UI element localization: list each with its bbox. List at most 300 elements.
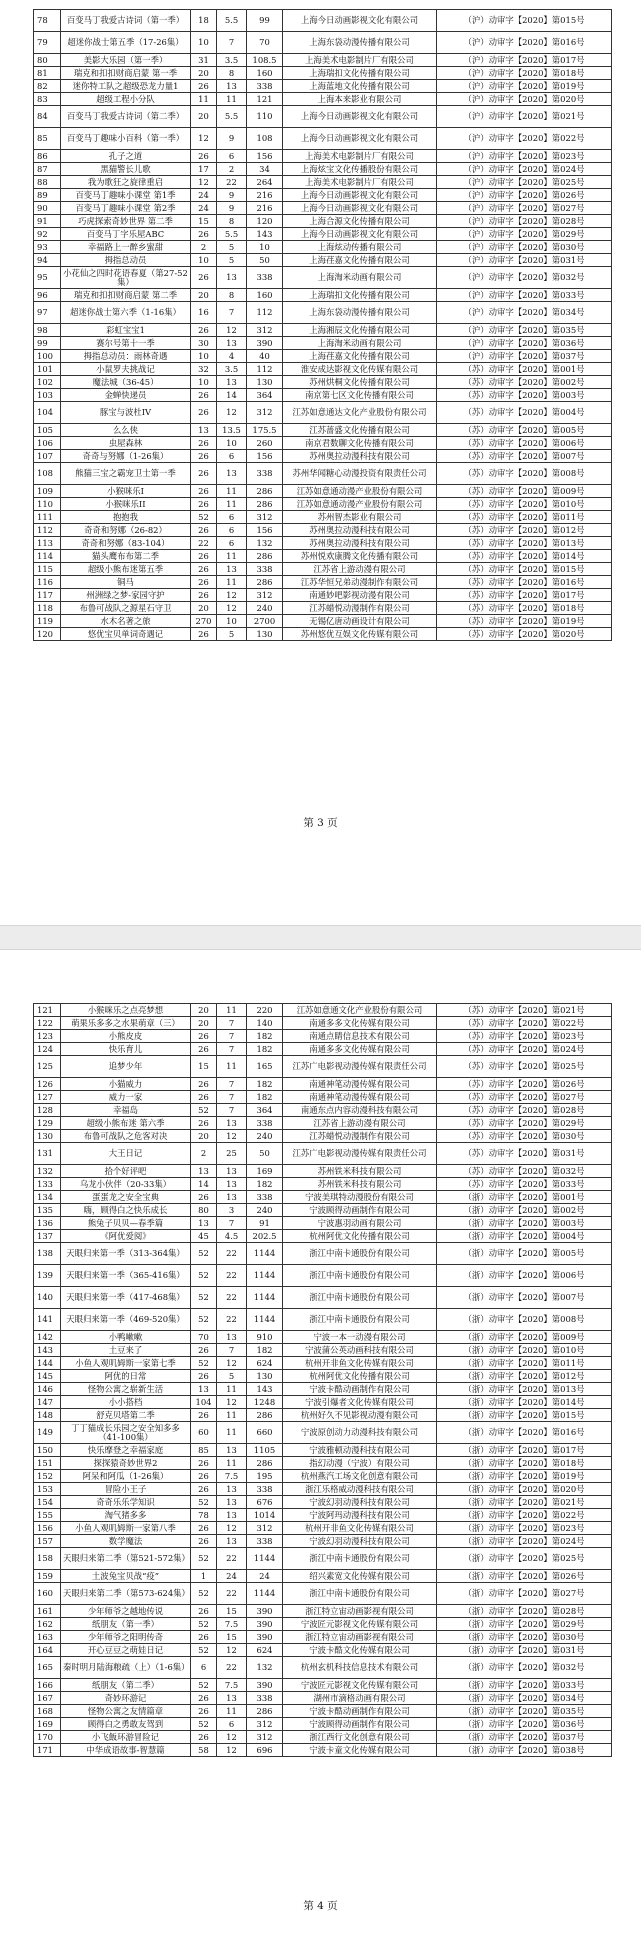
minutes-per-episode-cell: 7 [217,1030,247,1043]
title-cell: 超迷你战士第六季（1-16集） [61,302,191,324]
producer-cell: 无锡亿唐动画设计有限公司 [283,615,437,628]
total-minutes-cell: 182 [247,1078,283,1091]
total-minutes-cell: 195 [247,1470,283,1483]
title-cell: 嗨，顾得白之快乐成长 [61,1204,191,1217]
row-number: 171 [34,1744,61,1757]
approval-number-cell: （苏）动审字【2020】第015号 [437,563,612,576]
title-cell: 猫头鹰布布第二季 [61,550,191,563]
episodes-cell: 26 [191,550,217,563]
episodes-cell: 18 [191,10,217,32]
episodes-cell: 52 [191,1583,217,1605]
total-minutes-cell: 132 [247,1657,283,1679]
row-number: 148 [34,1409,61,1422]
title-cell: 少年师爷之越地传说 [61,1605,191,1618]
row-number: 80 [34,54,61,67]
row-number: 102 [34,376,61,389]
minutes-per-episode-cell: 7 [217,302,247,324]
row-number: 109 [34,485,61,498]
table-row [34,1496,612,1509]
minutes-per-episode-cell: 22 [217,1309,247,1331]
total-minutes-cell: 160 [247,67,283,80]
episodes-cell: 10 [191,32,217,54]
title-cell: 威力一家 [61,1091,191,1104]
title-cell: 《阿优爱阅》 [61,1230,191,1243]
minutes-per-episode-cell: 9 [217,128,247,150]
minutes-per-episode-cell: 13 [217,337,247,350]
minutes-per-episode-cell: 8 [217,215,247,228]
table-row [34,563,612,576]
episodes-cell: 26 [191,1191,217,1204]
total-minutes-cell: 182 [247,1091,283,1104]
minutes-per-episode-cell: 6 [217,1718,247,1731]
episodes-cell: 26 [191,1605,217,1618]
total-minutes-cell: 182 [247,1043,283,1056]
producer-cell: 上海今日动画影视文化有限公司 [283,10,437,32]
minutes-per-episode-cell: 12 [217,1357,247,1370]
minutes-per-episode-cell: 7 [217,32,247,54]
title-cell: 小鼠罗夫挑战记 [61,363,191,376]
page-separator [0,925,641,950]
table-row [34,1091,612,1104]
row-number: 152 [34,1470,61,1483]
approval-number-cell: （浙）动审字【2020】第035号 [437,1705,612,1718]
episodes-cell: 13 [191,1165,217,1178]
episodes-cell: 26 [191,450,217,463]
episodes-cell: 11 [191,93,217,106]
minutes-per-episode-cell: 22 [217,176,247,189]
table-row [34,302,612,324]
minutes-per-episode-cell: 7 [217,1078,247,1091]
table-row [34,93,612,106]
table-row [34,363,612,376]
row-number: 150 [34,1444,61,1457]
producer-cell: 苏州奥拉动漫科技有限公司 [283,524,437,537]
row-number: 89 [34,189,61,202]
producer-cell: 浙江中南卡通股份有限公司 [283,1287,437,1309]
approval-number-cell: （沪）动审字【2020】第035号 [437,324,612,337]
title-cell: 纸朋友（第一季） [61,1618,191,1631]
row-number: 117 [34,589,61,602]
producer-cell: 上海瑞扣文化传播有限公司 [283,289,437,302]
approval-number-cell: （浙）动审字【2020】第033号 [437,1679,612,1692]
minutes-per-episode-cell: 7 [217,1344,247,1357]
episodes-cell: 52 [191,1718,217,1731]
title-cell: 布鲁可战队之危客对决 [61,1130,191,1143]
table-row [34,1117,612,1130]
minutes-per-episode-cell: 24 [217,1570,247,1583]
producer-cell: 苏州智杰影业有限公司 [283,511,437,524]
producer-cell: 宁波蒲公英动画科技有限公司 [283,1344,437,1357]
minutes-per-episode-cell: 11 [217,1004,247,1017]
table-row [34,576,612,589]
total-minutes-cell: 338 [247,1483,283,1496]
producer-cell: 上海东袋动漫传播有限公司 [283,302,437,324]
row-number: 160 [34,1583,61,1605]
approval-number-cell: （沪）动审字【2020】第019号 [437,80,612,93]
row-number: 134 [34,1191,61,1204]
minutes-per-episode-cell: 11 [217,1409,247,1422]
minutes-per-episode-cell: 12 [217,589,247,602]
total-minutes-cell: 286 [247,498,283,511]
row-number: 84 [34,106,61,128]
minutes-per-episode-cell: 3.5 [217,54,247,67]
table-row [34,189,612,202]
minutes-per-episode-cell: 12 [217,602,247,615]
title-cell: 奇奇与努娜（1-26集） [61,450,191,463]
table-row [34,1230,612,1243]
minutes-per-episode-cell: 12 [217,1731,247,1744]
producer-cell: 宁波卡童文化传媒有限公司 [283,1744,437,1757]
row-number: 161 [34,1605,61,1618]
minutes-per-episode-cell: 5 [217,241,247,254]
producer-cell: 苏州悠优互娱文化传媒有限公司 [283,628,437,641]
episodes-cell: 60 [191,1422,217,1444]
producer-cell: 宁波匠元影视文化传媒有限公司 [283,1618,437,1631]
row-number: 122 [34,1017,61,1030]
minutes-per-episode-cell: 5 [217,1370,247,1383]
minutes-per-episode-cell: 13 [217,1191,247,1204]
minutes-per-episode-cell: 7 [217,1017,247,1030]
approval-number-cell: （苏）动审字【2020】第009号 [437,485,612,498]
total-minutes-cell: 624 [247,1644,283,1657]
episodes-cell: 13 [191,1217,217,1230]
table-row [34,389,612,402]
row-number: 141 [34,1309,61,1331]
minutes-per-episode-cell: 12 [217,1130,247,1143]
episodes-cell: 26 [191,1522,217,1535]
total-minutes-cell: 312 [247,589,283,602]
title-cell: 淘气猪多多 [61,1509,191,1522]
approval-number-cell: （沪）动审字【2020】第030号 [437,241,612,254]
minutes-per-episode-cell: 6 [217,450,247,463]
approval-number-cell: （苏）动审字【2020】第025号 [437,1056,612,1078]
producer-cell: 上海美术电影制片厂有限公司 [283,54,437,67]
approval-number-cell: （浙）动审字【2020】第030号 [437,1631,612,1644]
minutes-per-episode-cell: 5.5 [217,106,247,128]
row-number: 138 [34,1243,61,1265]
row-number: 105 [34,424,61,437]
row-number: 149 [34,1422,61,1444]
total-minutes-cell: 202.5 [247,1230,283,1243]
title-cell: 开心豆豆之萌娃日记 [61,1644,191,1657]
approval-number-cell: （苏）动审字【2020】第030号 [437,1130,612,1143]
approval-number-cell: （苏）动审字【2020】第024号 [437,1043,612,1056]
episodes-cell: 52 [191,1243,217,1265]
approval-number-cell: （浙）动审字【2020】第022号 [437,1509,612,1522]
total-minutes-cell: 1144 [247,1548,283,1570]
row-number: 123 [34,1030,61,1043]
minutes-per-episode-cell: 2 [217,163,247,176]
row-number: 166 [34,1679,61,1692]
total-minutes-cell: 1248 [247,1396,283,1409]
approval-number-cell: （苏）动审字【2020】第014号 [437,550,612,563]
approval-number-cell: （沪）动审字【2020】第031号 [437,254,612,267]
producer-cell: 江苏蜡悦动漫制作有限公司 [283,602,437,615]
minutes-per-episode-cell: 11 [217,1056,247,1078]
total-minutes-cell: 70 [247,32,283,54]
total-minutes-cell: 1144 [247,1309,283,1331]
row-number: 90 [34,202,61,215]
episodes-cell: 26 [191,1470,217,1483]
approval-number-cell: （沪）动审字【2020】第025号 [437,176,612,189]
total-minutes-cell: 216 [247,189,283,202]
minutes-per-episode-cell: 13 [217,1117,247,1130]
total-minutes-cell: 50 [247,1143,283,1165]
episodes-cell: 26 [191,402,217,424]
row-number: 111 [34,511,61,524]
title-cell: 奇奇和努娜（26-82） [61,524,191,537]
approval-number-cell: （苏）动审字【2020】第023号 [437,1030,612,1043]
title-cell: 超迷你战士第五季（17-26集） [61,32,191,54]
row-number: 127 [34,1091,61,1104]
row-number: 97 [34,302,61,324]
title-cell: 纸朋友（第二季） [61,1679,191,1692]
approval-number-cell: （沪）动审字【2020】第018号 [437,67,612,80]
episodes-cell: 26 [191,589,217,602]
producer-cell: 杭州开非鱼文化传媒有限公司 [283,1522,437,1535]
row-number: 144 [34,1357,61,1370]
episodes-cell: 26 [191,1731,217,1744]
total-minutes-cell: 676 [247,1496,283,1509]
row-number: 99 [34,337,61,350]
total-minutes-cell: 286 [247,576,283,589]
minutes-per-episode-cell: 12 [217,1522,247,1535]
title-cell: 巧虎探索奇妙世界 第二季 [61,215,191,228]
producer-cell: 江苏蔷盛文化传播有限公司 [283,424,437,437]
total-minutes-cell: 112 [247,302,283,324]
row-number: 151 [34,1457,61,1470]
total-minutes-cell: 338 [247,463,283,485]
minutes-per-episode-cell: 5 [217,254,247,267]
title-cell: 天眼归来第二季（第573-624集） [61,1583,191,1605]
total-minutes-cell: 338 [247,1535,283,1548]
episodes-cell: 20 [191,106,217,128]
producer-cell: 江苏如意通文化产业股份有限公司 [283,1004,437,1017]
producer-cell: 江苏如意通达文化产业股份有限公司 [283,402,437,424]
table-row [34,524,612,537]
episodes-cell: 30 [191,337,217,350]
minutes-per-episode-cell: 9 [217,189,247,202]
table-row [34,1030,612,1043]
minutes-per-episode-cell: 3 [217,1204,247,1217]
table-row [34,498,612,511]
approval-number-cell: （苏）动审字【2020】第031号 [437,1143,612,1165]
row-number: 168 [34,1705,61,1718]
producer-cell: 宁波阿玛动漫科技有限公司 [283,1509,437,1522]
row-number: 86 [34,150,61,163]
episodes-cell: 15 [191,1056,217,1078]
table-row [34,550,612,563]
row-number: 81 [34,67,61,80]
episodes-cell: 13 [191,424,217,437]
table-row [34,1509,612,1522]
producer-cell: 上海炫宝文化传播股份有限公司 [283,163,437,176]
total-minutes-cell: 91 [247,1217,283,1230]
producer-cell: 宁波幻羽动漫科技有限公司 [283,1496,437,1509]
approval-number-cell: （沪）动审字【2020】第027号 [437,202,612,215]
row-number: 164 [34,1644,61,1657]
title-cell: 小熊皮皮 [61,1030,191,1043]
table-row [34,324,612,337]
producer-cell: 南通妙吧影视动漫有限公司 [283,589,437,602]
total-minutes-cell: 312 [247,511,283,524]
table-row [34,437,612,450]
episodes-cell: 20 [191,1004,217,1017]
row-number: 110 [34,498,61,511]
total-minutes-cell: 50 [247,254,283,267]
title-cell: 美影大乐园（第一季） [61,54,191,67]
row-number: 98 [34,324,61,337]
row-number: 154 [34,1496,61,1509]
approval-number-cell: （苏）动审字【2020】第002号 [437,376,612,389]
title-cell: 探探猿奇妙世界2 [61,1457,191,1470]
title-cell: 冒险小王子 [61,1483,191,1496]
episodes-cell: 52 [191,1496,217,1509]
total-minutes-cell: 156 [247,150,283,163]
total-minutes-cell: 24 [247,1570,283,1583]
title-cell: 金蝉快递员 [61,389,191,402]
episodes-cell: 52 [191,1357,217,1370]
total-minutes-cell: 156 [247,524,283,537]
producer-cell: 南京君数聊文化传播有限公司 [283,437,437,450]
approval-number-cell: （浙）动审字【2020】第032号 [437,1657,612,1679]
table-row [34,589,612,602]
row-number: 145 [34,1370,61,1383]
producer-cell: 上海今日动画影视文化有限公司 [283,189,437,202]
title-cell: 超级小熊布迷 第六季 [61,1117,191,1130]
episodes-cell: 13 [191,1383,217,1396]
table-row [34,1165,612,1178]
approval-number-cell: （浙）动审字【2020】第013号 [437,1383,612,1396]
table-row [34,1331,612,1344]
row-number: 163 [34,1631,61,1644]
episodes-cell: 14 [191,1178,217,1191]
producer-cell: 苏州奥拉动漫科技有限公司 [283,537,437,550]
producer-cell: 南京第七区文化传播有限公司 [283,389,437,402]
table-row [34,1370,612,1383]
producer-cell: 江苏省上游动漫有限公司 [283,563,437,576]
approval-number-cell: （苏）动审字【2020】第022号 [437,1017,612,1030]
table-row [34,1056,612,1078]
producer-cell: 上海今日动画影视文化有限公司 [283,106,437,128]
table-row [34,10,612,32]
minutes-per-episode-cell: 6 [217,524,247,537]
episodes-cell: 26 [191,228,217,241]
title-cell: 怪物公寓之崭新生活 [61,1383,191,1396]
title-cell: 小猴咪乐II [61,498,191,511]
title-cell: 天眼归来第一季（313-364集） [61,1243,191,1265]
document-page-3 [0,0,641,925]
approval-number-cell: （沪）动审字【2020】第029号 [437,228,612,241]
episodes-cell: 20 [191,602,217,615]
title-cell: 奇妙环游记 [61,1692,191,1705]
row-number: 116 [34,576,61,589]
table-row [34,602,612,615]
table-row [34,1409,612,1422]
total-minutes-cell: 169 [247,1165,283,1178]
title-cell: 舒克贝塔第二季 [61,1409,191,1422]
approval-number-cell: （浙）动审字【2020】第014号 [437,1396,612,1409]
approval-number-cell: （苏）动审字【2020】第033号 [437,1178,612,1191]
total-minutes-cell: 156 [247,450,283,463]
minutes-per-episode-cell: 6 [217,537,247,550]
minutes-per-episode-cell: 11 [217,1422,247,1444]
episodes-cell: 26 [191,1692,217,1705]
episodes-cell: 10 [191,376,217,389]
total-minutes-cell: 143 [247,228,283,241]
row-number: 128 [34,1104,61,1117]
minutes-per-episode-cell: 11 [217,93,247,106]
total-minutes-cell: 338 [247,1692,283,1705]
minutes-per-episode-cell: 9 [217,202,247,215]
approval-number-cell: （浙）动审字【2020】第020号 [437,1483,612,1496]
approval-number-cell: （浙）动审字【2020】第006号 [437,1265,612,1287]
title-cell: 彩虹宝宝1 [61,324,191,337]
total-minutes-cell: 1144 [247,1265,283,1287]
total-minutes-cell: 160 [247,289,283,302]
producer-cell: 宁波美琪特动漫股份有限公司 [283,1191,437,1204]
approval-number-cell: （浙）动审字【2020】第001号 [437,1191,612,1204]
title-cell: 快乐摩登之幸福家庭 [61,1444,191,1457]
total-minutes-cell: 1144 [247,1243,283,1265]
minutes-per-episode-cell: 22 [217,1243,247,1265]
approval-number-cell: （浙）动审字【2020】第005号 [437,1243,612,1265]
approval-number-cell: （沪）动审字【2020】第020号 [437,93,612,106]
title-cell: 拇指总动员 [61,254,191,267]
producer-cell: 浙江特立宙动画影视有限公司 [283,1605,437,1618]
approval-number-cell: （苏）动审字【2020】第021号 [437,1004,612,1017]
title-cell: 天眼归来第一季（469-520集） [61,1309,191,1331]
title-cell: 孔子之道 [61,150,191,163]
table-row [34,1583,612,1605]
producer-cell: 浙江乐格威动漫科技有限公司 [283,1483,437,1496]
table-row [34,1731,612,1744]
producer-cell: 南通多多文化传媒有限公司 [283,1017,437,1030]
table-row [34,1470,612,1483]
episodes-cell: 17 [191,163,217,176]
row-number: 159 [34,1570,61,1583]
title-cell: 小鱼人观叽姆斯一家第七季 [61,1357,191,1370]
approval-number-cell: （沪）动审字【2020】第021号 [437,106,612,128]
minutes-per-episode-cell: 5.5 [217,10,247,32]
total-minutes-cell: 112 [247,363,283,376]
approval-number-cell: （苏）动审字【2020】第032号 [437,1165,612,1178]
row-number: 147 [34,1396,61,1409]
table-row [34,1357,612,1370]
total-minutes-cell: 390 [247,1631,283,1644]
episodes-cell: 52 [191,1618,217,1631]
producer-cell: 南通神笔动漫传媒有限公司 [283,1091,437,1104]
producer-cell: 宁波一本一动漫有限公司 [283,1331,437,1344]
episodes-cell: 52 [191,1679,217,1692]
title-cell: 小猴咪乐之点亮梦想 [61,1004,191,1017]
total-minutes-cell: 312 [247,324,283,337]
row-number: 101 [34,363,61,376]
approval-number-cell: （苏）动审字【2020】第026号 [437,1078,612,1091]
approval-number-cell: （浙）动审字【2020】第024号 [437,1535,612,1548]
producer-cell: 上海今日动画影视文化有限公司 [283,128,437,150]
minutes-per-episode-cell: 13 [217,1496,247,1509]
approval-number-cell: （浙）动审字【2020】第002号 [437,1204,612,1217]
table-row [34,1287,612,1309]
row-number: 83 [34,93,61,106]
table-row [34,424,612,437]
producer-cell: 江苏如意通动漫产业股份有限公司 [283,485,437,498]
table-row [34,1309,612,1331]
episodes-cell: 26 [191,485,217,498]
table-row [34,106,612,128]
total-minutes-cell: 286 [247,550,283,563]
